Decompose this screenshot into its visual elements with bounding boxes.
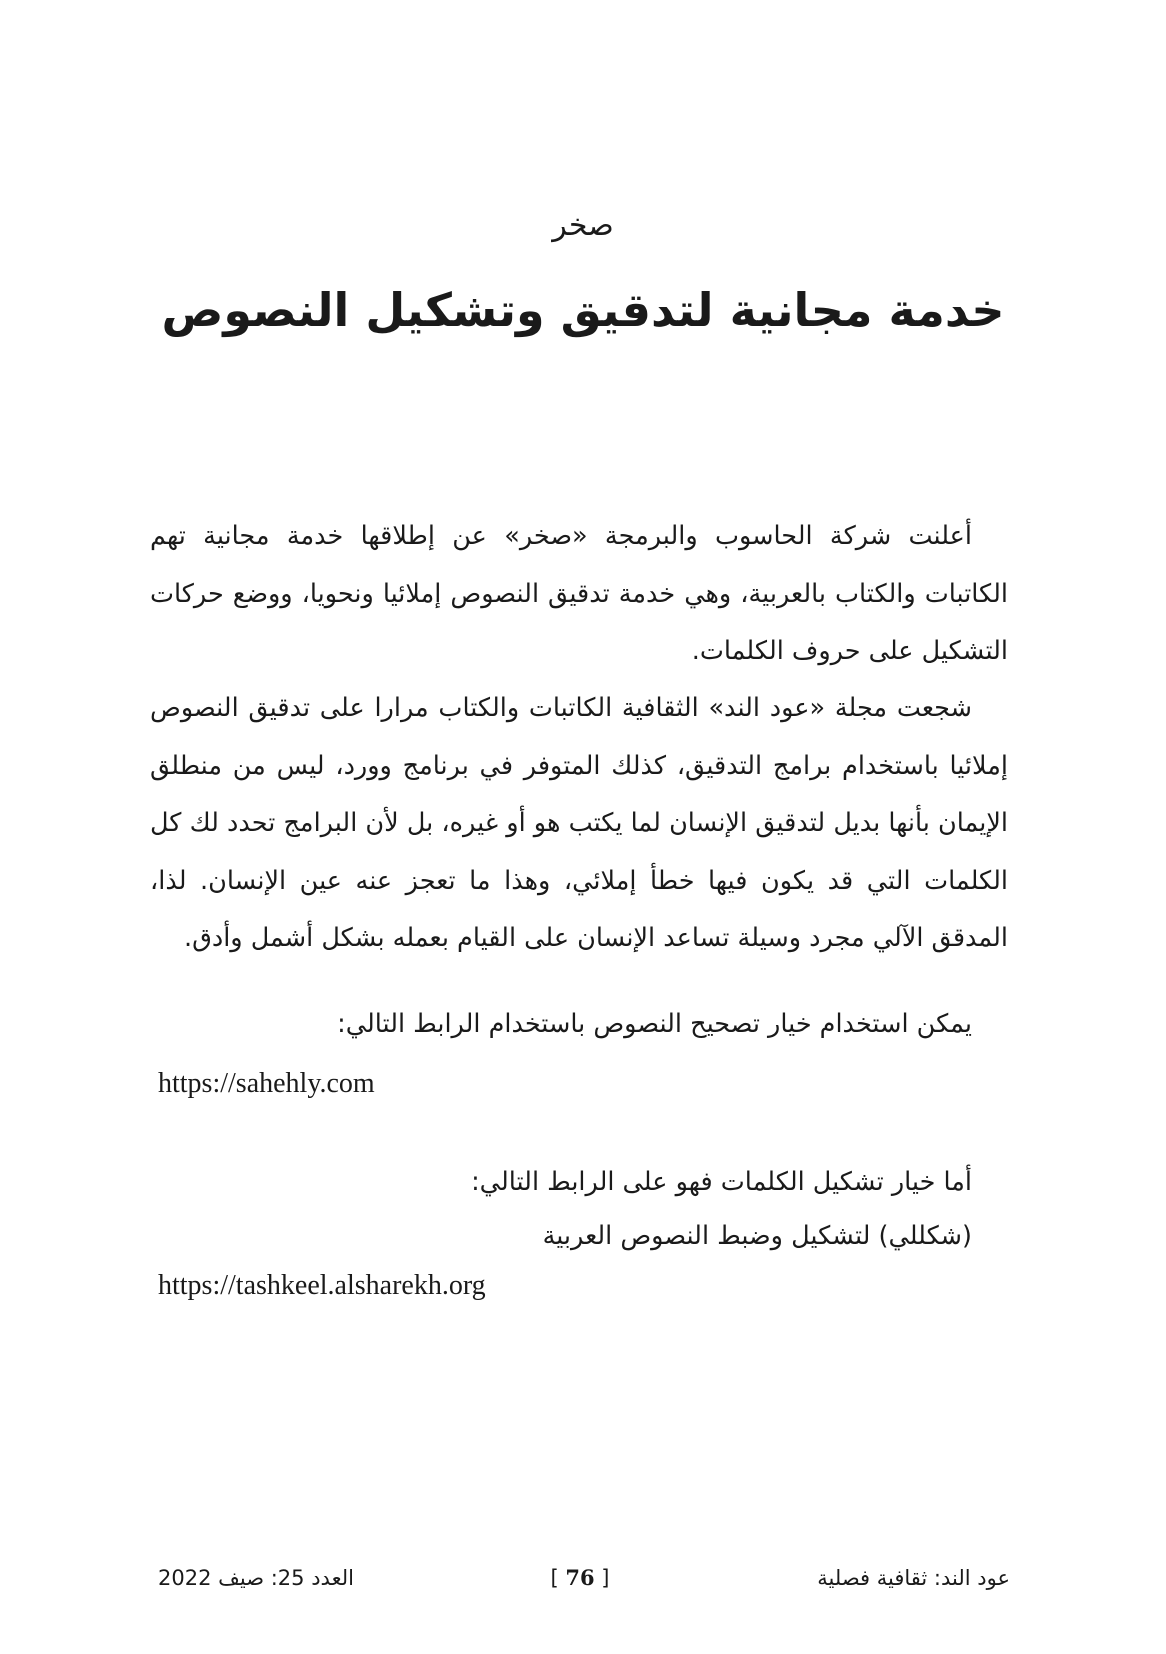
footer-issue: العدد 25: صيف 2022	[158, 1566, 354, 1590]
link-sahehly[interactable]: https://sahehly.com	[158, 1068, 375, 1099]
article-kicker: صخر	[552, 208, 614, 243]
article-title: خدمة مجانية لتدقيق وتشكيل النصوص	[161, 283, 1005, 337]
tashkeel-service-name: (شكللي) لتشكيل وضبط النصوص العربية	[542, 1221, 972, 1251]
tashkeel-intro-line: أما خيار تشكيل الكلمات فهو على الرابط التالي:	[471, 1167, 972, 1197]
link-tashkeel[interactable]: https://tashkeel.alsharekh.org	[158, 1270, 486, 1301]
article-body-paragraph-2	[150, 680, 1008, 968]
page-bracket-close: ]	[594, 1566, 610, 1590]
paragraph-text: أعلنت شركة الحاسوب والبرمجة «صخر» عن إطلاقها خدمة مجانية تهم الكاتبات والكتاب بالعربية، وهي خدمة تدقيق النصوص إملائيا ونحويا، ووضع حركات التشكيل على حروف الكلمات.	[150, 521, 1008, 666]
page-number: 76	[565, 1565, 595, 1590]
footer-publication: عود الند: ثقافية فصلية	[817, 1566, 1010, 1590]
page-bracket-open: [	[550, 1566, 566, 1590]
article-body-paragraph-1	[150, 508, 1008, 681]
page-footer	[150, 1560, 1010, 1596]
paragraph-text: يمكن استخدام خيار تصحيح النصوص باستخدام الرابط التالي:	[337, 1009, 972, 1039]
paragraph-text: شجعت مجلة «عود الند» الثقافية الكاتبات والكتاب مرارا على تدقيق النصوص إملائيا باستخدام برامج التدقيق، كذلك المتوفر في برنامج وورد، ليس من منطلق الإيمان بأنها بديل لتدقيق الإنسان لما يكتب هو أو غيره، بل لأن البرامج تحدد لك كل الكلمات التي قد يكون فيها خطأ إملائي، وهذا ما تعجز عنه عين الإنسان. لذا، المدقق الآلي مجرد وسيلة تساعد الإنسان على القيام بعمله بشكل أشمل وأدق.	[150, 693, 1008, 953]
article-body-paragraph-3	[150, 996, 1008, 1054]
